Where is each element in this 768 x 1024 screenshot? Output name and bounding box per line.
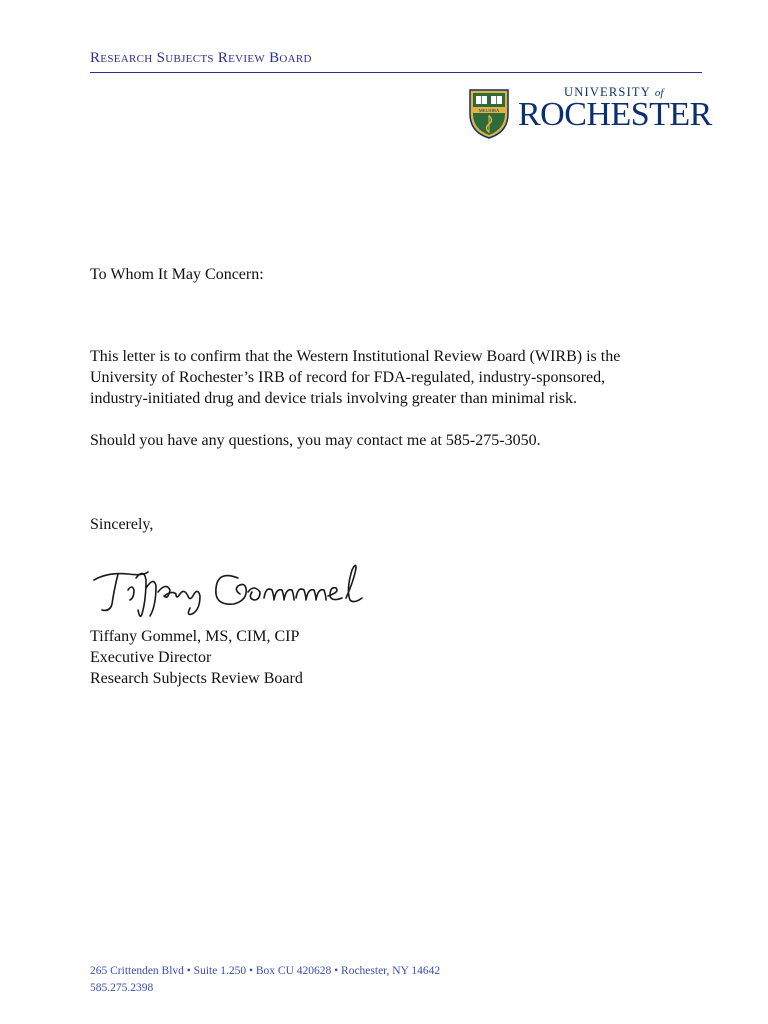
paragraph-line: This letter is to confirm that the Western Institutional Review Board (WIRB) is the xyxy=(90,348,621,365)
signatory-name: Tiffany Gommel, MS, CIM, CIP xyxy=(90,628,300,645)
logo-rochester-text: ROCHESTER xyxy=(518,96,712,133)
university-logo xyxy=(464,84,712,140)
letter-closing: Sincerely, xyxy=(90,516,154,533)
letter-greeting: To Whom It May Concern: xyxy=(90,266,264,283)
paragraph-line: University of Rochester’s IRB of record for FDA-regulated, industry-sponsored, xyxy=(90,369,606,386)
letter-paragraph-2: Should you have any questions, you may contact me at 585-275-3050. xyxy=(90,432,541,449)
footer-phone: 585.275.2398 xyxy=(90,982,154,994)
paragraph-line: industry-initiated drug and device trials involving greater than minimal risk. xyxy=(90,390,577,407)
signature-block xyxy=(90,626,303,689)
footer-address: 265 Crittenden Blvd • Suite 1.250 • Box CU 420628 • Rochester, NY 14642 xyxy=(90,965,441,977)
signatory-title: Executive Director xyxy=(90,649,212,666)
letter-paragraph-1 xyxy=(90,346,620,409)
seal-motto: MELIORA xyxy=(478,108,500,113)
university-seal-icon xyxy=(464,86,514,140)
letterhead-footer xyxy=(90,963,440,997)
signatory-department: Research Subjects Review Board xyxy=(90,670,303,687)
handwritten-signature xyxy=(88,550,378,624)
header-divider xyxy=(90,72,702,73)
department-heading: Research Subjects Review Board xyxy=(90,50,312,66)
logo-university-text: UNIVERSITY of xyxy=(564,85,664,99)
